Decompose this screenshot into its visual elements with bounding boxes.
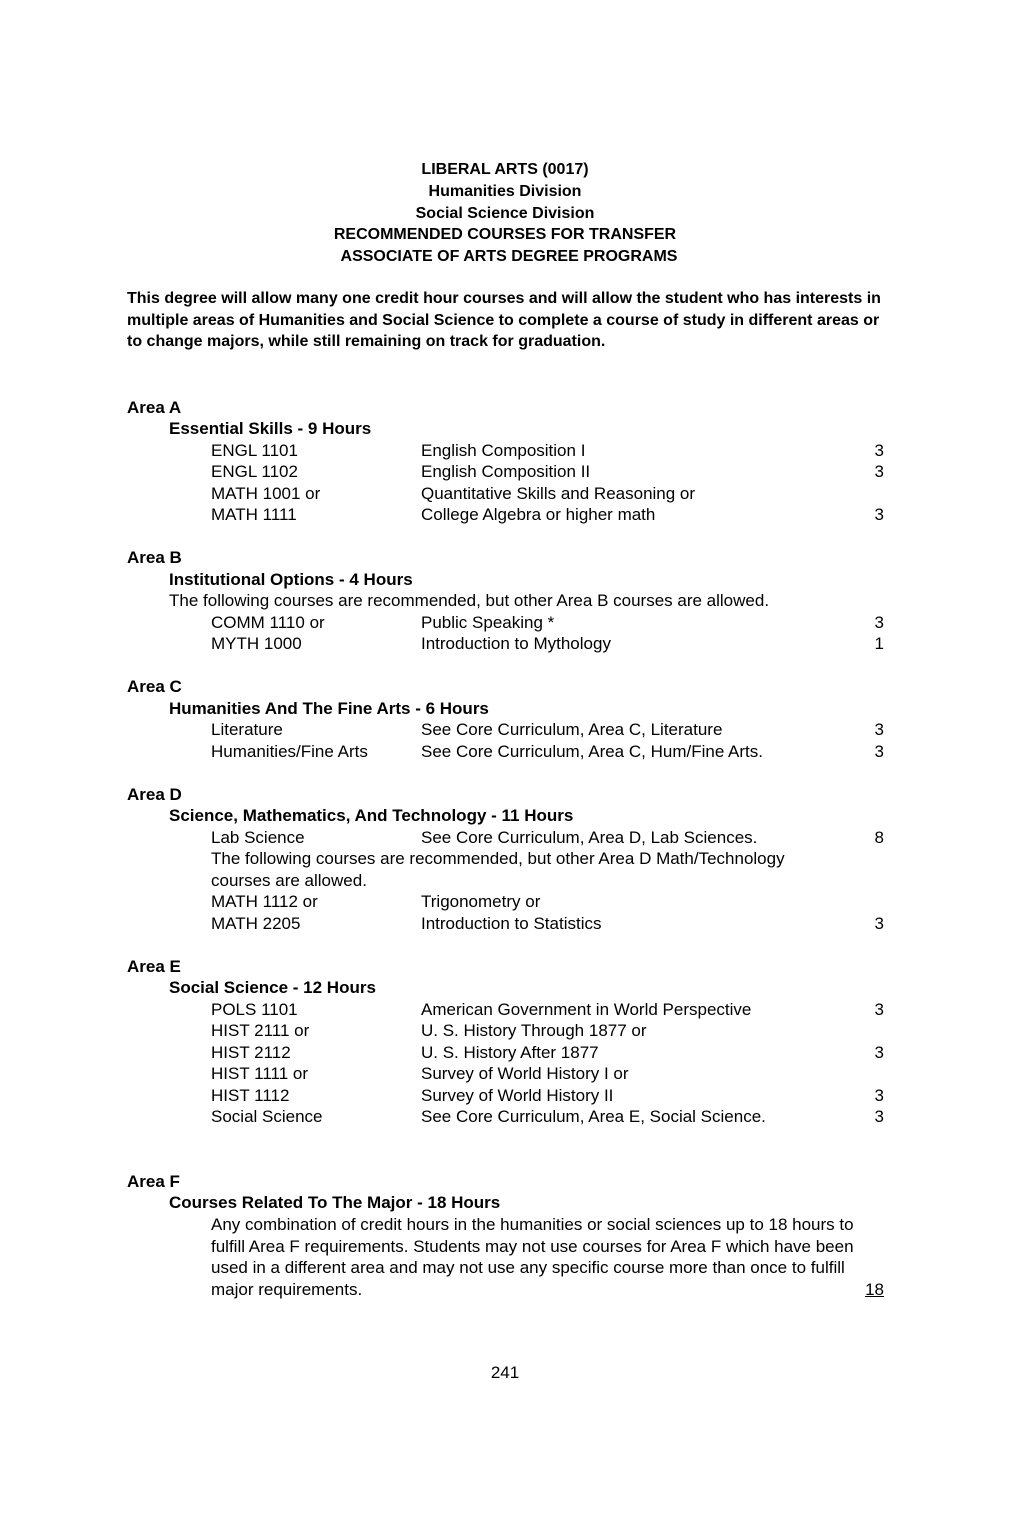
area-f-label: Area F xyxy=(127,1172,180,1191)
course-title: See Core Curriculum, Area D, Lab Sciences. xyxy=(421,828,758,847)
course-title: See Core Curriculum, Area E, Social Science. xyxy=(421,1107,766,1126)
area-f-heading: Courses Related To The Major - 18 Hours xyxy=(169,1193,501,1212)
degree-heading: ASSOCIATE OF ARTS DEGREE PROGRAMS xyxy=(340,248,678,265)
page-number: 241 xyxy=(490,1363,520,1382)
course-hours: 3 xyxy=(874,505,884,524)
course-code: HIST 2112 xyxy=(211,1043,291,1062)
recommended-heading: RECOMMENDED COURSES FOR TRANSFER xyxy=(333,226,677,243)
course-code: MYTH 1000 xyxy=(211,634,302,653)
course-code: COMM 1110 or xyxy=(211,613,325,632)
course-hours: 3 xyxy=(874,613,884,632)
course-code: HIST 2111 or xyxy=(211,1021,310,1040)
course-title: See Core Curriculum, Area C, Literature xyxy=(421,720,723,739)
area-f-description: Any combination of credit hours in the humanities or social sciences up to 18 hours to fulfill Area F requirements. Students may not use courses for Area F which have been used in a different area and may not use any specific course more than once to fulfill major requirements. xyxy=(211,1215,854,1299)
course-title: English Composition I xyxy=(421,441,586,460)
area-b-label: Area B xyxy=(127,548,182,567)
course-code: MATH 1112 or xyxy=(211,892,318,911)
course-title: Introduction to Statistics xyxy=(421,914,602,933)
course-title: See Core Curriculum, Area C, Hum/Fine Arts. xyxy=(421,742,764,761)
area-e-heading: Social Science - 12 Hours xyxy=(169,978,376,997)
course-code: POLS 1101 xyxy=(211,1000,298,1019)
area-b-heading: Institutional Options - 4 Hours xyxy=(169,570,413,589)
program-title: LIBERAL ARTS (0017) xyxy=(421,161,589,178)
course-hours: 3 xyxy=(874,914,884,933)
course-title: English Composition II xyxy=(421,462,591,481)
area-b-note: The following courses are recommended, but other Area B courses are allowed. xyxy=(169,591,770,610)
course-code: HIST 1112 xyxy=(211,1086,290,1105)
area-d-label: Area D xyxy=(127,785,182,804)
course-code: Social Science xyxy=(211,1107,323,1126)
course-code: Literature xyxy=(211,720,283,739)
course-hours: 3 xyxy=(874,1043,884,1062)
area-f-hours: 18 xyxy=(865,1280,884,1299)
course-code: Lab Science xyxy=(211,828,305,847)
area-d-note-line-1: The following courses are recommended, but other Area D Math/Technology xyxy=(211,849,785,868)
course-hours: 3 xyxy=(874,1107,884,1126)
area-d-note-line-2: courses are allowed. xyxy=(211,871,367,890)
course-hours: 3 xyxy=(874,742,884,761)
intro-paragraph: This degree will allow many one credit hour courses and will allow the student who has interests in multiple areas of Humanities and Social Science to complete a course of study in different areas or to change majors, while still remaining on track for graduation. xyxy=(127,290,881,351)
course-code: MATH 1111 xyxy=(211,505,297,524)
area-c-label: Area C xyxy=(127,677,182,696)
division-social-science: Social Science Division xyxy=(415,205,595,222)
course-title: Survey of World History II xyxy=(421,1086,614,1105)
course-hours: 1 xyxy=(874,634,884,653)
course-title: Quantitative Skills and Reasoning or xyxy=(421,484,696,503)
course-title: Public Speaking * xyxy=(421,613,555,632)
course-code: HIST 1111 or xyxy=(211,1064,309,1083)
area-c-heading: Humanities And The Fine Arts - 6 Hours xyxy=(169,699,489,718)
course-code: Humanities/Fine Arts xyxy=(211,742,368,761)
course-title: U. S. History Through 1877 or xyxy=(421,1021,647,1040)
course-code: MATH 2205 xyxy=(211,914,301,933)
course-title: Survey of World History I or xyxy=(421,1064,629,1083)
area-a-label: Area A xyxy=(127,398,182,417)
course-title: Introduction to Mythology xyxy=(421,634,611,653)
area-d-heading: Science, Mathematics, And Technology - 11 Hours xyxy=(169,806,574,825)
course-title: College Algebra or higher math xyxy=(421,505,656,524)
course-title: American Government in World Perspective xyxy=(421,1000,752,1019)
course-code: ENGL 1101 xyxy=(211,441,298,460)
division-humanities: Humanities Division xyxy=(428,183,582,200)
course-title: Trigonometry or xyxy=(421,892,541,911)
course-hours: 3 xyxy=(874,462,884,481)
course-hours: 3 xyxy=(874,1000,884,1019)
course-title: U. S. History After 1877 xyxy=(421,1043,599,1062)
course-hours: 3 xyxy=(874,720,884,739)
course-code: ENGL 1102 xyxy=(211,462,298,481)
course-hours: 3 xyxy=(874,1086,884,1105)
area-e-label: Area E xyxy=(127,957,181,976)
course-hours: 3 xyxy=(874,441,884,460)
course-hours: 8 xyxy=(874,828,884,847)
area-a-heading: Essential Skills - 9 Hours xyxy=(169,419,372,438)
course-code: MATH 1001 or xyxy=(211,484,321,503)
